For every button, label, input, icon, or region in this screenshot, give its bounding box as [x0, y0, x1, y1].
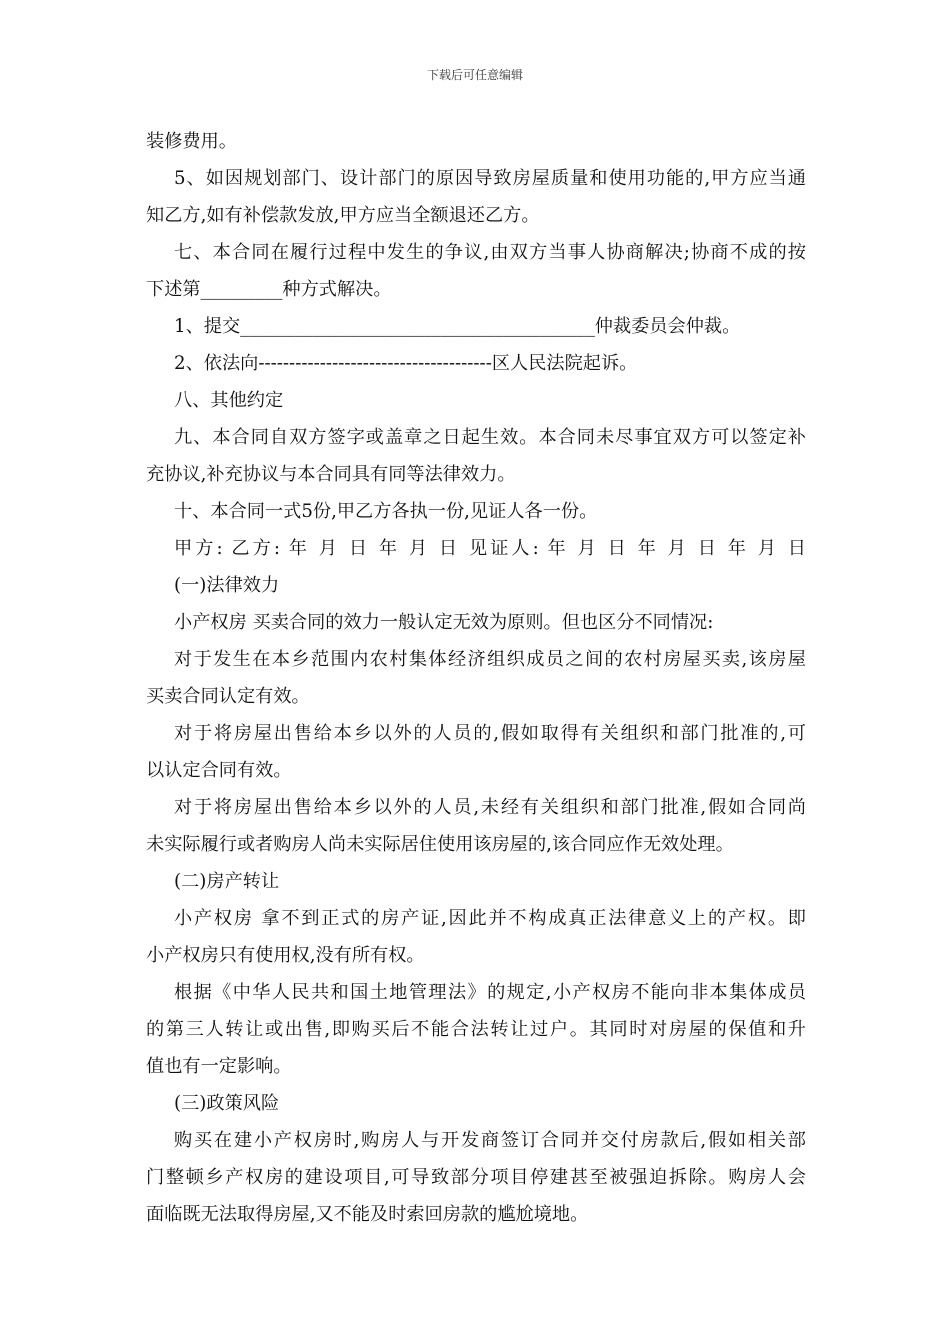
text-line: (三)政策风险	[174, 1093, 280, 1114]
text-line: 下述第_________种方式解决。	[146, 279, 392, 300]
text-line: 买卖合同认定有效。	[146, 686, 310, 707]
text-line: 知乙方,如有补偿款发放,甲方应当全额退还乙方。	[146, 205, 540, 226]
text-line: 根据《中华人民共和国土地管理法》的规定,小产权房不能向非本集体成员	[174, 982, 806, 1003]
text-line: 十、本合同一式5份,甲乙方各执一份,见证人各一份。	[174, 501, 598, 522]
document-body	[146, 123, 806, 1233]
text-line: 的第三人转让或出售,即购买后不能合法转让过户。其同时对房屋的保值和升	[146, 1019, 806, 1040]
text-line: 九、本合同自双方签字或盖章之日起生效。本合同未尽事宜双方可以签定补	[174, 427, 806, 448]
text-line: 对于将房屋出售给本乡以外的人员,未经有关组织和部门批准,假如合同尚	[174, 797, 806, 818]
text-line: 未实际履行或者购房人尚未实际居住使用该房屋的,该合同应作无效处理。	[146, 834, 734, 855]
text-line: 小产权房 拿不到正式的房产证,因此并不构成真正法律意义上的产权。即	[174, 908, 806, 929]
text-line: 值也有一定影响。	[146, 1056, 292, 1077]
text-line: 购买在建小产权房时,购房人与开发商签订合同并交付房款后,假如相关部	[174, 1130, 806, 1151]
text-line: (二)房产转让	[174, 871, 280, 892]
text-line: 1、提交_______________________________________仲裁委员会仲裁。	[174, 316, 741, 337]
text-line: 对于将房屋出售给本乡以外的人员的,假如取得有关组织和部门批准的,可	[174, 723, 806, 744]
text-line: 以认定合同有效。	[146, 760, 292, 781]
text-line: 小产权房只有使用权,没有所有权。	[146, 945, 425, 966]
text-line: 2、依法向--------------------------------------区人民法院起诉。	[174, 353, 638, 374]
text-line: 甲方: 乙方: 年 月 日 年 月 日 见证人: 年 月 日 年 月 日 年 月 日	[174, 538, 806, 559]
text-line: 门整顿乡产权房的建设项目,可导致部分项目停建甚至被强迫拆除。购房人会	[146, 1167, 806, 1188]
text-line: 七、本合同在履行过程中发生的争议,由双方当事人协商解决;协商不成的按	[174, 242, 806, 263]
text-line: 小产权房 买卖合同的效力一般认定无效为原则。但也区分不同情况:	[174, 612, 714, 633]
text-line: 对于发生在本乡范围内农村集体经济组织成员之间的农村房屋买卖,该房屋	[174, 649, 806, 670]
text-line: 八、其他约定	[174, 390, 284, 411]
text-line: 面临既无法取得房屋,又不能及时索回房款的尴尬境地。	[146, 1204, 589, 1225]
text-line: (一)法律效力	[174, 575, 280, 596]
text-line: 充协议,补充协议与本合同具有同等法律效力。	[146, 464, 516, 485]
text-line: 装修费用。	[146, 131, 237, 152]
page-header: 下载后可任意编辑	[426, 68, 523, 82]
text-line: 5、如因规划部门、设计部门的原因导致房屋质量和使用功能的,甲方应当通	[174, 168, 806, 189]
